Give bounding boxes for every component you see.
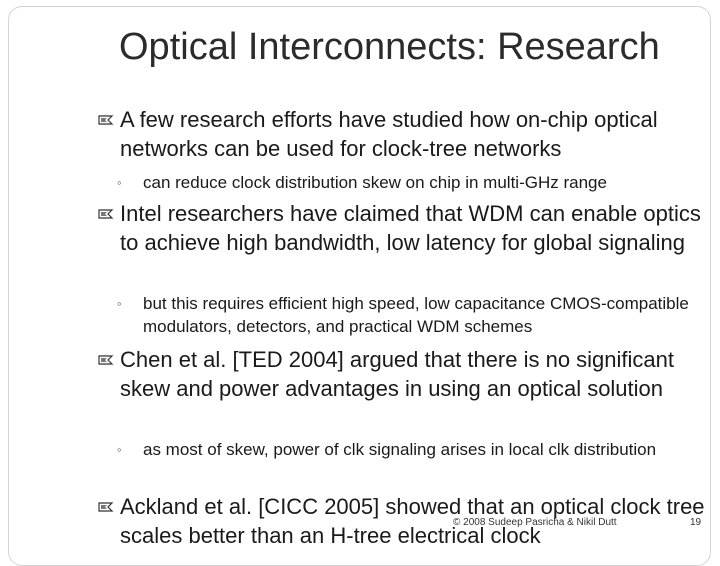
sub-bullet-text: can reduce clock distribution skew on chip in multi-GHz range: [143, 173, 607, 192]
pennant-bullet-icon: [98, 114, 114, 126]
bullet-item: [120, 106, 715, 163]
footer-copyright: © 2008 Sudeep Pasricha & Nikil Dutt: [453, 517, 617, 528]
pennant-bullet-icon: [98, 354, 114, 366]
bullet-text: Chen et al. [TED 2004] argued that there is no significant skew and power advantages in using an optical solution: [120, 347, 674, 401]
sub-bullet-item: [117, 438, 708, 461]
sub-bullet-item: [117, 171, 708, 194]
page-number: 19: [690, 517, 702, 528]
sub-bullet-text: but this requires efficient high speed, low capacitance CMOS-compatible modulators, detectors, and practical WDM schemes: [143, 294, 689, 336]
bullet-text: Ackland et al. [CICC 2005] showed that an optical clock tree scales better than an H-tree electrical clock: [120, 494, 705, 548]
bullet-item: [120, 346, 715, 403]
sub-bullet-text: as most of skew, power of clk signaling arises in local clk distribution: [143, 440, 657, 459]
bullet-item: [120, 200, 715, 257]
slide-title: Optical Interconnects: Research: [119, 26, 660, 68]
sub-bullet-item: [117, 292, 708, 338]
sub-bullet-marker: ◦: [117, 296, 122, 311]
pennant-bullet-icon: [98, 501, 114, 513]
sub-bullet-marker: ◦: [117, 442, 122, 457]
bullet-item: [120, 493, 715, 550]
pennant-bullet-icon: [98, 208, 114, 220]
bullet-text: A few research efforts have studied how on-chip optical networks can be used for clock-tree networks: [120, 107, 658, 161]
sub-bullet-marker: ◦: [117, 175, 122, 190]
bullet-text: Intel researchers have claimed that WDM can enable optics to achieve high bandwidth, low latency for global signaling: [120, 201, 701, 255]
